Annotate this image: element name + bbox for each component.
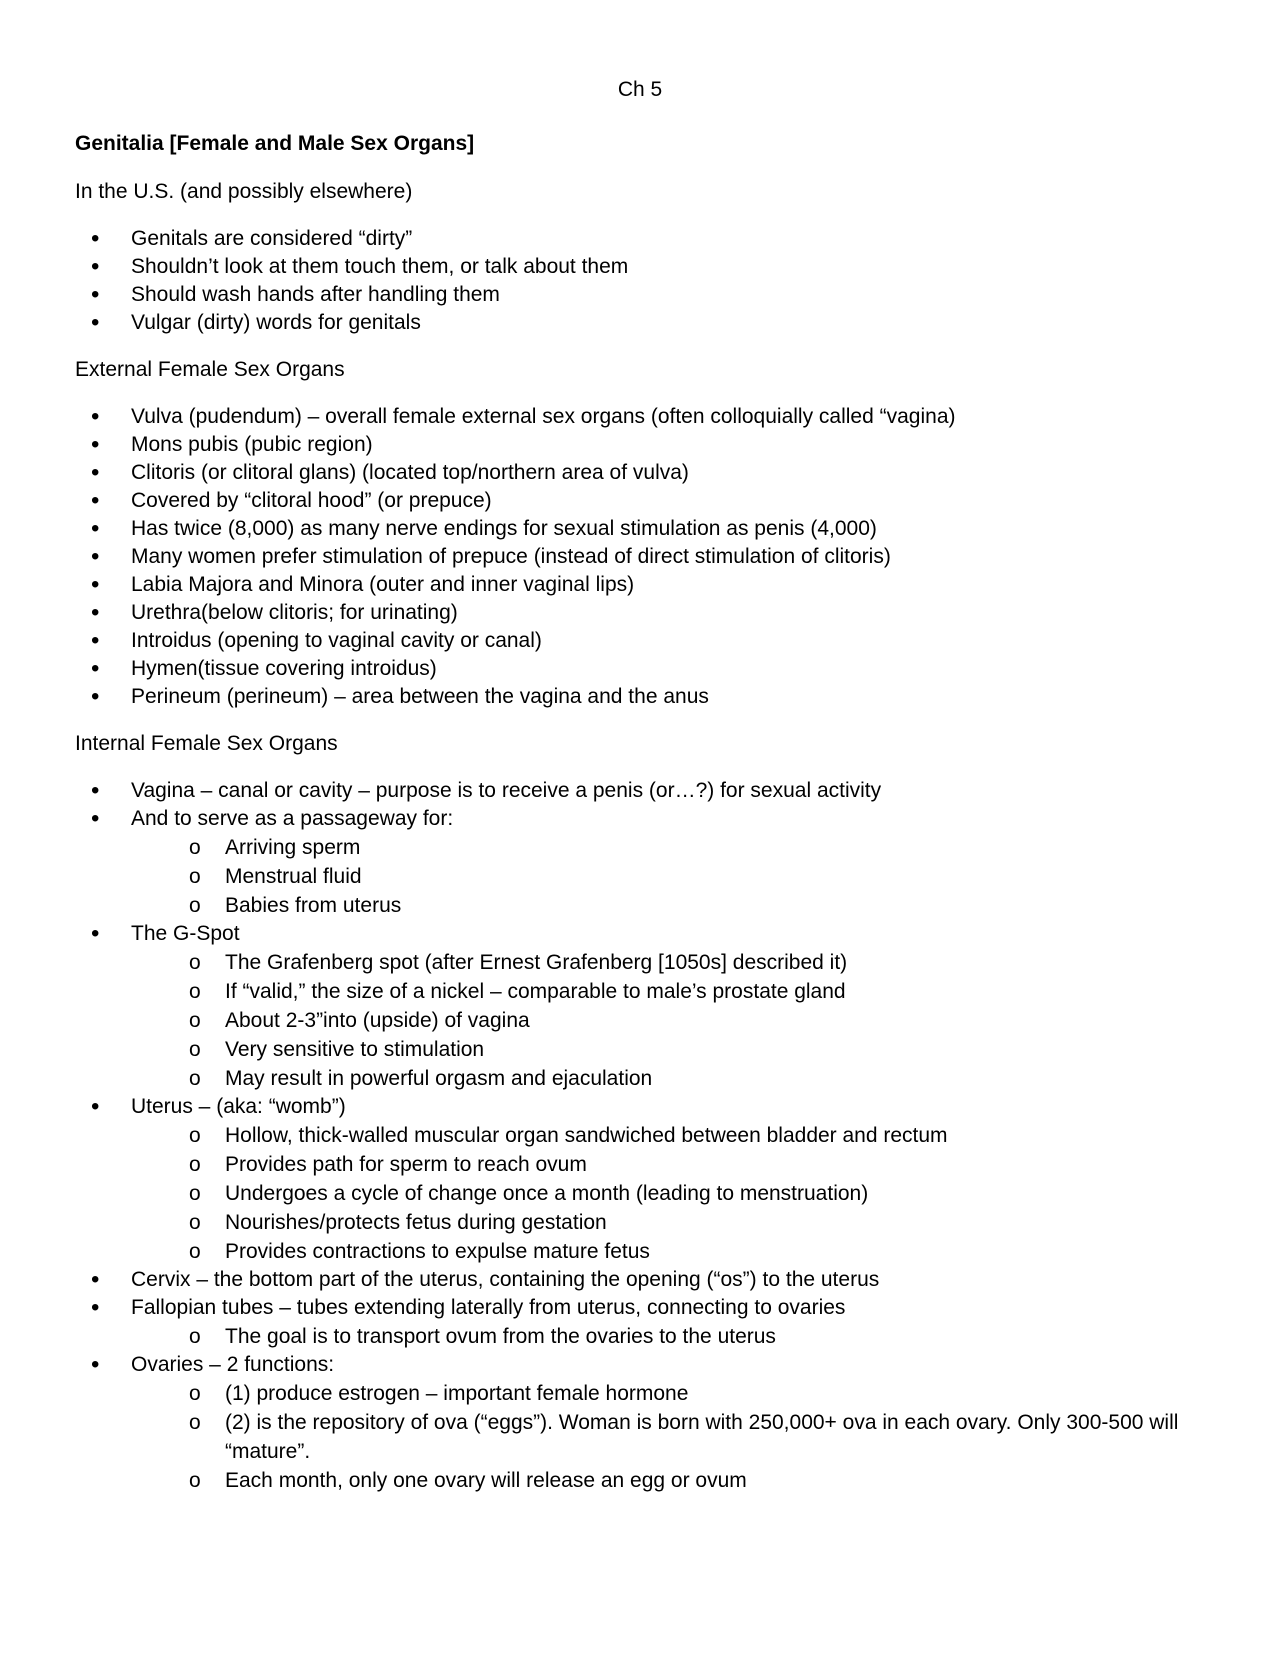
list-item-text: Mons pubis (pubic region) — [131, 433, 373, 456]
list-item — [75, 571, 1215, 599]
list-item-text: Ovaries – 2 functions: — [131, 1353, 335, 1376]
list-item — [75, 403, 1215, 431]
sub-list-item: o The Grafenberg spot (after Ernest Grafenberg [1050s] described it) — [75, 948, 1215, 977]
document-title: Genitalia [Female and Male Sex Organs] — [75, 132, 475, 155]
list-item — [75, 777, 1215, 805]
chapter-label: Ch 5 — [617, 78, 663, 101]
sub-list — [131, 833, 1215, 920]
list-item-text: Uterus – (aka: “womb”) — [131, 1095, 346, 1118]
list-item — [75, 683, 1215, 711]
list-item-text: Should wash hands after handling them — [131, 283, 500, 306]
list-item — [75, 1266, 1215, 1294]
sub-list-item: o About 2-3”into (upside) of vagina — [75, 1006, 1215, 1035]
list-item-text: Cervix – the bottom part of the uterus, containing the opening (“os”) to the uterus — [131, 1268, 880, 1291]
list-item — [75, 309, 1215, 337]
section-heading: In the U.S. (and possibly elsewhere) — [75, 180, 413, 203]
sub-list-item: o May result in powerful orgasm and ejaculation — [75, 1064, 1215, 1093]
sub-list-item: o The goal is to transport ovum from the ovaries to the uterus — [75, 1322, 1215, 1351]
sub-list-item: o Very sensitive to stimulation — [75, 1035, 1215, 1064]
sub-list — [131, 948, 1215, 1093]
list-item — [75, 253, 1215, 281]
list-item — [75, 459, 1215, 487]
list-item — [75, 920, 1215, 1093]
list-item — [75, 225, 1215, 253]
list-item-text: Shouldn’t look at them touch them, or talk about them — [131, 255, 629, 278]
sub-list-item: o Nourishes/protects fetus during gestation — [75, 1208, 1215, 1237]
sub-list-item: o (2) is the repository of ova (“eggs”). Woman is born with 250,000+ ova in each ovary. Only 300-500 will “mature”. — [75, 1408, 1215, 1466]
list-item-text: Covered by “clitoral hood” (or prepuce) — [131, 489, 492, 512]
sub-list-item: o If “valid,” the size of a nickel – comparable to male’s prostate gland — [75, 977, 1215, 1006]
sub-list-item: o (1) produce estrogen – important female hormone — [75, 1379, 1215, 1408]
list-item-text: Introidus (opening to vaginal cavity or canal) — [131, 629, 542, 652]
list-item — [75, 515, 1215, 543]
list-item-text: The G-Spot — [131, 922, 240, 945]
list-item-text: Many women prefer stimulation of prepuce (instead of direct stimulation of clitoris) — [131, 545, 891, 568]
sub-list-item: o Hollow, thick-walled muscular organ sandwiched between bladder and rectum — [75, 1121, 1215, 1150]
list-item — [75, 805, 1215, 920]
sub-list-item: o Provides path for sperm to reach ovum — [75, 1150, 1215, 1179]
list-item-text: Vulgar (dirty) words for genitals — [131, 311, 421, 334]
list-item — [75, 431, 1215, 459]
list-item — [75, 1093, 1215, 1266]
list-item — [75, 543, 1215, 571]
bullet-list — [75, 225, 1215, 337]
document-body — [75, 130, 1215, 1514]
sub-list-item: o Arriving sperm — [75, 833, 1215, 862]
list-item — [75, 281, 1215, 309]
list-item-text: Perineum (perineum) – area between the vagina and the anus — [131, 685, 709, 708]
list-item-text: Labia Majora and Minora (outer and inner vaginal lips) — [131, 573, 635, 596]
list-item — [75, 599, 1215, 627]
sub-list-item: o Menstrual fluid — [75, 862, 1215, 891]
list-item — [75, 487, 1215, 515]
list-item-text: Fallopian tubes – tubes extending laterally from uterus, connecting to ovaries — [131, 1296, 846, 1319]
sub-list — [131, 1121, 1215, 1266]
list-item-text: Vulva (pudendum) – overall female external sex organs (often colloquially called “vagina) — [131, 405, 956, 428]
list-item — [75, 1294, 1215, 1351]
list-item-text: Clitoris (or clitoral glans) (located top/northern area of vulva) — [131, 461, 689, 484]
list-item-text: And to serve as a passageway for: — [131, 807, 454, 830]
section-heading: Internal Female Sex Organs — [75, 732, 338, 755]
sub-list-item: o Undergoes a cycle of change once a month (leading to menstruation) — [75, 1179, 1215, 1208]
list-item — [75, 1351, 1215, 1495]
bullet-list — [75, 777, 1215, 1495]
sub-list-item: o Babies from uterus — [75, 891, 1215, 920]
sub-list-item: o Provides contractions to expulse mature fetus — [75, 1237, 1215, 1266]
sub-list-item: o Each month, only one ovary will release an egg or ovum — [75, 1466, 1215, 1495]
sub-list — [131, 1322, 1215, 1351]
sub-list — [131, 1379, 1215, 1495]
list-item-text: Has twice (8,000) as many nerve endings for sexual stimulation as penis (4,000) — [131, 517, 877, 540]
list-item-text: Vagina – canal or cavity – purpose is to receive a penis (or…?) for sexual activity — [131, 779, 882, 802]
section-heading: External Female Sex Organs — [75, 358, 345, 381]
bullet-list — [75, 403, 1215, 711]
list-item-text: Genitals are considered “dirty” — [131, 227, 413, 250]
list-item — [75, 627, 1215, 655]
list-item — [75, 655, 1215, 683]
list-item-text: Urethra(below clitoris; for urinating) — [131, 601, 458, 624]
list-item-text: Hymen(tissue covering introidus) — [131, 657, 437, 680]
